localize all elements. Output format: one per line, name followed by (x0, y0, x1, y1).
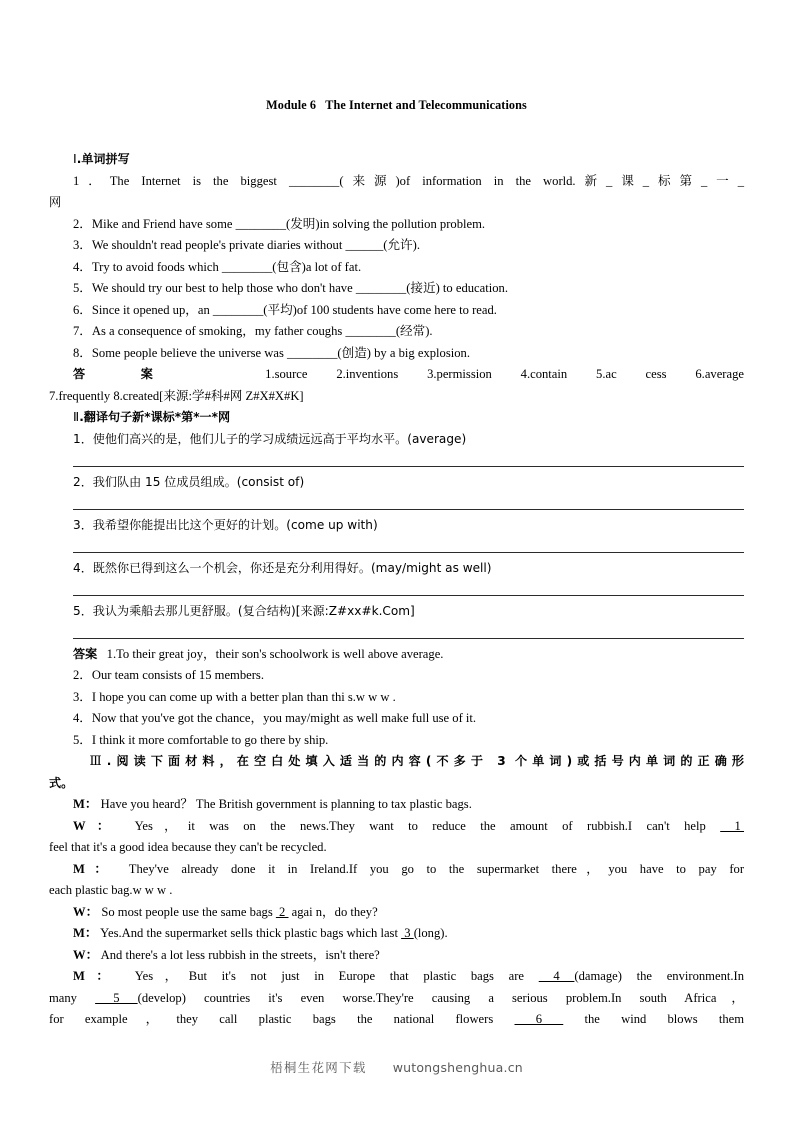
translate-item-3-text: 3．我希望你能提出比这个更好的计划。(come up with) (73, 517, 378, 532)
spelling-item-1 (49, 171, 744, 193)
dialog-line-2 (49, 816, 744, 838)
gap-blank-1[interactable]: 1 (720, 818, 745, 833)
page-title (49, 97, 744, 113)
dialog-line-4-text-a: So most people use the same bags (101, 904, 276, 919)
translate-item-2-text: 2．我们队由 15 位成员组成。(consist of) (73, 474, 305, 489)
dialog-line-7-cont2-b: the wind blows them (563, 1012, 745, 1026)
dialog-line-2-cont-text: feel that it's a good idea because they can't be recycled. (49, 840, 327, 854)
footer-cn-text: 梧桐生花网下载 (270, 1060, 367, 1075)
section-3-roman: Ⅲ (89, 754, 107, 768)
dialog-line-1-text: Have you heard？ The British government is planning to tax plastic bags. (100, 797, 472, 811)
title-spacer (49, 113, 744, 149)
dialog-speaker-m: M： (73, 861, 117, 876)
speaker-gap (116, 862, 128, 876)
dialog-line-4 (49, 902, 744, 924)
spelling-answer-label: 答 案 (73, 367, 179, 381)
answer-rule (73, 509, 744, 510)
spelling-answer-text-2: 7.frequently 8.created[来源:学#科#网 Z#X#X#K] (49, 388, 304, 403)
translate-answer-rule-3[interactable] (49, 536, 744, 558)
translate-answer-rule-5[interactable] (49, 622, 744, 644)
spelling-item-6-text: 6．Since it opened up，an ________(平均)of 100 students have come here to read. (73, 302, 497, 317)
translate-answer-text-3: 3．I hope you can come up with a better plan than thi s.w w w . (73, 689, 396, 704)
section-2-heading-label: .翻译句子新*课标*第*一*网 (79, 410, 231, 424)
spelling-item-3 (49, 235, 744, 257)
gap-blank-6[interactable]: 6 (514, 1012, 564, 1026)
dialog-speaker-w: W： (73, 818, 121, 833)
dialog-line-3-cont (49, 880, 744, 902)
gap-blank-5[interactable]: 5 (95, 990, 138, 1005)
dialog-line-7-text-a: Yes，But it's not just in Europe that plastic bags are (134, 969, 539, 983)
answer-rule (73, 466, 744, 467)
section-2-roman: Ⅱ (73, 410, 80, 424)
dialog-line-6 (49, 945, 744, 967)
section-3-indent (73, 754, 90, 768)
spelling-answers-line-2 (49, 386, 744, 408)
page-footer (0, 1058, 793, 1076)
translate-answer-rule-2[interactable] (49, 493, 744, 515)
translate-answer-text-4: 4．Now that you've got the chance，you may/might as well make full use of it. (73, 711, 477, 725)
dialog-line-3 (49, 859, 744, 881)
dialog-speaker-w: W： (73, 947, 99, 962)
dialog-line-3-text: They've already done it in Ireland.If you go to the supermarket there，you have to pay for (128, 861, 745, 876)
gap-blank-3[interactable]: 3 (401, 926, 414, 940)
gap-blank-2[interactable]: 2 (275, 904, 289, 919)
spelling-answer-text-1: 1.source 2.inventions 3.permission 4.contain 5.ac cess 6.average (265, 367, 744, 381)
spelling-item-7 (49, 321, 744, 343)
spelling-item-2-text: 2．Mike and Friend have some ________(发明)in solving the pollution problem. (73, 216, 486, 231)
dialog-line-7-text-b: (damage) the environment.In (574, 969, 745, 983)
spelling-item-1-text: 1．The Internet is the biggest ________(来源)of information in the world.新_课_标第_一_ (73, 173, 744, 188)
translate-item-4-text: 4．既然你已得到这么一个机会，你还是充分利用得好。(may/might as well) (73, 560, 492, 575)
title-separator (316, 98, 325, 112)
translate-answer-rule-1[interactable] (49, 450, 744, 472)
dialog-line-1 (49, 794, 744, 816)
spelling-answers-line-1 (49, 364, 744, 386)
translate-item-1-text: 1．使他们高兴的是，他们儿子的学习成绩远远高于平均水平。(average) (73, 431, 467, 446)
dialog-line-2-text: Yes，it was on the news.They want to reduce the amount of rubbish.I can't help (134, 818, 721, 833)
section-2-heading (49, 407, 744, 429)
translate-item-4 (49, 558, 744, 580)
translate-answer-text-2: 2．Our team consists of 15 members. (73, 668, 264, 682)
answer-rule (73, 595, 744, 596)
dialog-line-7-cont-b: (develop) countries it's even worse.They're causing a serious problem.In south Africa， (137, 990, 744, 1005)
section-3-heading-label: .阅读下面材料，在空白处填入适当的内容(不多于 3 个单词)或括号内单词的正确形 (106, 754, 744, 768)
answer-rule (73, 552, 744, 553)
gap-blank-4[interactable]: 4 (538, 969, 575, 983)
translate-answers-line-4 (49, 708, 744, 730)
translate-answers-line-1 (49, 644, 744, 666)
section-1-roman: Ⅰ (73, 152, 77, 166)
dialog-line-7-cont (49, 988, 744, 1010)
section-3-heading (49, 751, 744, 773)
dialog-line-7-cont2 (49, 1009, 744, 1031)
dialog-speaker-w: W： (73, 904, 99, 919)
dialog-line-5 (49, 923, 744, 945)
spelling-item-8-text: 8．Some people believe the universe was ________(创造) by a big explosion. (73, 345, 470, 360)
dialog-speaker-m: M： (73, 969, 121, 983)
spelling-item-1-wrap (49, 192, 744, 214)
title-name: The Internet and Telecommunications (325, 98, 527, 112)
answer-gap (97, 647, 106, 661)
spelling-item-2 (49, 214, 744, 236)
spelling-item-4-text: 4．Try to avoid foods which ________(包含)a lot of fat. (73, 259, 362, 274)
translate-answer-label: 答案 (73, 646, 98, 661)
dialog-line-5-text-b: (long). (413, 926, 448, 940)
answer-gap (179, 367, 266, 381)
spelling-item-5-text: 5．We should try our best to help those who don't have ________(接近) to education. (73, 281, 508, 295)
dialog-speaker-m: M： (73, 926, 98, 940)
translate-item-2 (49, 472, 744, 494)
section-1-heading-label: .单词拼写 (76, 152, 130, 166)
spelling-item-7-text: 7．As a consequence of smoking，my father coughs ________(经常). (73, 324, 433, 338)
translate-answer-text-5: 5．I think it more comfortable to go there by ship. (73, 732, 329, 747)
dialog-line-7 (49, 966, 744, 988)
translate-answers-line-5 (49, 730, 744, 752)
section-1-heading (49, 149, 744, 171)
translate-item-5 (49, 601, 744, 623)
speaker-gap (121, 969, 135, 983)
translate-answer-text-1: 1.To their great joy，their son's schoolwork is well above average. (106, 646, 444, 661)
translate-answer-rule-4[interactable] (49, 579, 744, 601)
dialog-line-5-text-a: Yes.And the supermarket sells thick plastic bags which last (100, 926, 402, 940)
translate-item-3 (49, 515, 744, 537)
dialog-speaker-m: M： (73, 797, 98, 811)
spelling-item-8 (49, 343, 744, 365)
dialog-line-6-text: And there's a lot less rubbish in the streets，isn't there? (100, 947, 380, 962)
dialog-line-4-text-b: agai n，do they? (288, 904, 378, 919)
spelling-item-4 (49, 257, 744, 279)
speaker-gap (121, 819, 135, 833)
translate-answers-line-2 (49, 665, 744, 687)
spelling-item-1-wrap-text: 网 (49, 195, 62, 209)
spelling-item-5 (49, 278, 744, 300)
dialog-line-3-cont-text: each plastic bag.w w w . (49, 883, 173, 897)
footer-site-url: wutongshenghua.cn (392, 1060, 523, 1075)
dialog-line-7-cont-a: many (49, 990, 96, 1005)
translate-item-5-text: 5．我认为乘船去那儿更舒服。(复合结构)[来源:Z#xx#k.Com] (73, 603, 415, 618)
dialog-line-7-cont2-a: for example，they call plastic bags the national flowers (49, 1012, 515, 1026)
section-3-heading-cont-text: 式。 (49, 775, 74, 790)
section-3-heading-cont (49, 773, 744, 795)
answer-rule (73, 638, 744, 639)
spelling-item-3-text: 3．We shouldn't read people's private diaries without ______(允许). (73, 238, 420, 252)
dialog-line-2-cont (49, 837, 744, 859)
translate-answers-line-3 (49, 687, 744, 709)
spelling-item-6 (49, 300, 744, 322)
translate-item-1 (49, 429, 744, 451)
title-module: Module 6 (266, 98, 317, 112)
